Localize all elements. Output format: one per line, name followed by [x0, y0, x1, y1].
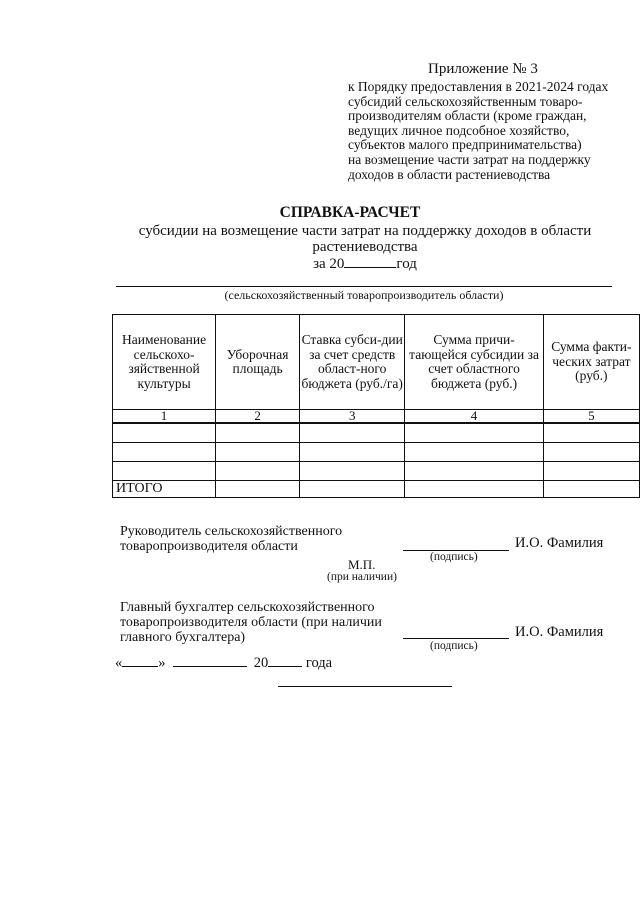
table-cell[interactable]	[405, 443, 543, 462]
total-cell[interactable]	[216, 481, 300, 498]
table-cell[interactable]	[300, 443, 405, 462]
document-title: СПРАВКА-РАСЧЕТ	[279, 204, 421, 221]
table-row	[113, 423, 640, 443]
accountant-signature-caption: (подпись)	[430, 640, 478, 652]
total-cell[interactable]	[405, 481, 543, 498]
table-cell[interactable]	[216, 423, 300, 443]
total-row	[113, 481, 640, 498]
head-signature-caption: (подпись)	[430, 551, 478, 563]
column-number: 2	[216, 410, 300, 424]
organization-line[interactable]	[116, 286, 612, 287]
appendix-line: субсидий сельскохозяйственным товаро-	[348, 93, 583, 109]
table-cell[interactable]	[113, 462, 216, 481]
appendix-title: Приложение № 3	[428, 61, 538, 77]
date-year-suffix: года	[305, 655, 333, 671]
appendix-line: доходов в области растениеводства	[348, 166, 551, 182]
date-year-prefix: 20	[253, 655, 269, 671]
column-number: 3	[300, 410, 405, 424]
accountant-signatory-name: И.О. Фамилия	[515, 624, 604, 640]
date-open-quote: «	[115, 655, 123, 671]
appendix-line: субъектов малого предпринимательства)	[348, 137, 582, 153]
document-period	[0, 256, 640, 273]
stamp-note: (при наличии)	[327, 571, 397, 583]
table-cell[interactable]	[300, 462, 405, 481]
total-label: ИТОГО	[113, 481, 216, 498]
column-header-area: Уборочная площадь	[216, 315, 300, 410]
table-cell[interactable]	[405, 423, 543, 443]
column-header-crop: Наименование сельскохо-зяйственной культуры	[113, 315, 216, 410]
date-year-blank[interactable]	[268, 666, 302, 667]
appendix-line: к Порядку предоставления в 2021-2024 годах	[348, 79, 609, 94]
appendix-line: производителям области (кроме граждан,	[348, 108, 587, 124]
date-day-blank[interactable]	[122, 666, 158, 667]
table-cell[interactable]	[300, 423, 405, 443]
appendix-description	[348, 80, 608, 182]
table-cell[interactable]	[543, 462, 639, 481]
document-subtitle: субсидии на возмещение части затрат на поддержку доходов в области растениеводства	[138, 223, 592, 255]
total-cell[interactable]	[300, 481, 405, 498]
column-header-subsidy: Сумма причи-тающейся субсидии за счет областного бюджета (руб.)	[405, 315, 543, 410]
table-cell[interactable]	[543, 423, 639, 443]
column-number: 4	[405, 410, 543, 424]
bottom-divider	[278, 686, 452, 687]
period-prefix: за 20	[313, 256, 345, 272]
table-cell[interactable]	[405, 462, 543, 481]
table-cell[interactable]	[113, 443, 216, 462]
column-numbers-row	[113, 410, 640, 424]
head-signatory-title: Руководитель сельскохозяйственного товаропроизводителя области	[120, 524, 343, 554]
stamp-label: М.П.	[348, 557, 376, 572]
date-line	[115, 655, 332, 672]
table-row	[113, 443, 640, 462]
column-header-rate: Ставка субси-дии за счет средств област-ного бюджета (руб./га)	[300, 315, 405, 410]
head-signatory-name: И.О. Фамилия	[515, 535, 604, 551]
appendix-line: ведущих личное подсобное хозяйство,	[348, 122, 570, 138]
table-cell[interactable]	[543, 443, 639, 462]
appendix-line: на возмещение части затрат на поддержку	[348, 151, 591, 167]
organization-caption: (сельскохозяйственный товаропроизводитель области)	[224, 288, 504, 302]
total-cell[interactable]	[543, 481, 639, 498]
column-number: 5	[543, 410, 639, 424]
table-row	[113, 462, 640, 481]
table-cell[interactable]	[216, 462, 300, 481]
date-month-blank[interactable]	[173, 666, 247, 667]
table-cell[interactable]	[113, 423, 216, 443]
table-header-row	[113, 315, 640, 410]
date-close-quote: »	[158, 655, 166, 671]
period-year-blank[interactable]	[344, 267, 396, 268]
column-number: 1	[113, 410, 216, 424]
period-suffix: год	[396, 256, 417, 272]
table-cell[interactable]	[216, 443, 300, 462]
accountant-signature-line[interactable]	[403, 638, 509, 639]
calculation-table	[112, 314, 640, 498]
column-header-actual-costs: Сумма факти-ческих затрат (руб.)	[543, 315, 639, 410]
accountant-signatory-title: Главный бухгалтер сельскохозяйственного товаропроизводителя области (при наличии главного бухгалтера)	[120, 600, 382, 645]
